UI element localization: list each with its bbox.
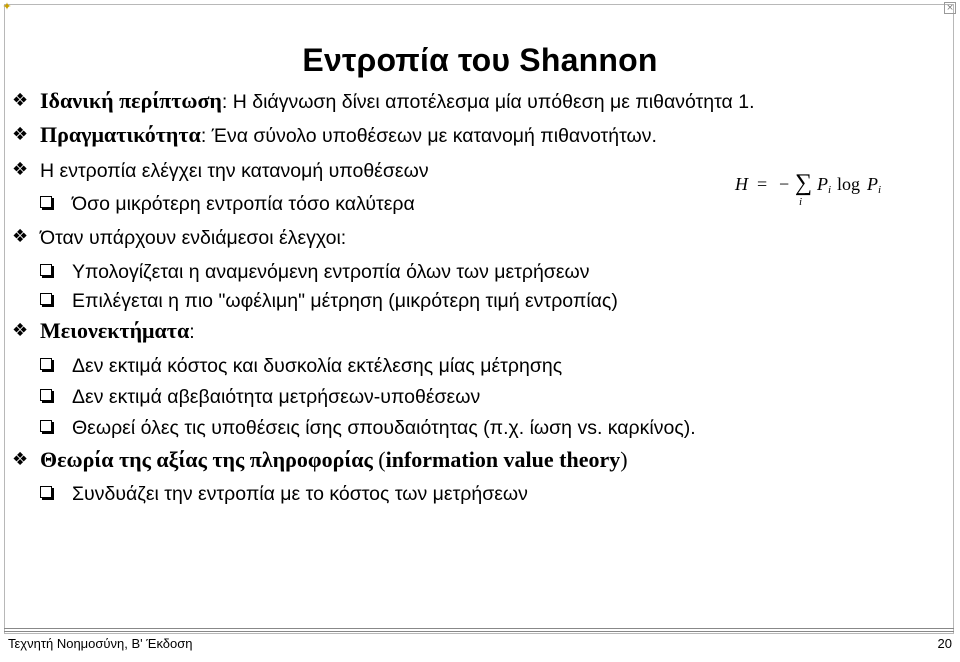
subbullet-line-combine [40, 480, 528, 507]
reality-text: : Ένα σύνολο υποθέσεων με κατανομή πιθανοτήτων. [200, 125, 657, 147]
checkbox-bullet-icon [40, 196, 58, 210]
value-theory-open-paren: ( [372, 447, 386, 472]
bullet-line-value-theory [12, 447, 628, 473]
footer-book-title: Τεχνητή Νοημοσύνη, Β' Έκδοση [8, 636, 193, 651]
checkbox-bullet-icon [40, 486, 58, 500]
formula-sum-index: i [799, 196, 803, 208]
page-number: 20 [937, 636, 952, 651]
bullet-line-intermediate [12, 224, 346, 251]
checkbox-bullet-icon [40, 420, 58, 434]
reality-label: Πραγματικότητα [40, 122, 201, 147]
intermediate-text: Όταν υπάρχουν ενδιάμεσοι έλεγχοι: [40, 227, 347, 249]
combine-text: Συνδυάζει την εντροπία με το κόστος των μετρήσεων [72, 483, 528, 505]
formula-sum: ∑ [795, 170, 813, 196]
checkbox-bullet-icon [40, 358, 58, 372]
footer-divider [4, 628, 954, 632]
disadvantages-colon: : [189, 321, 195, 343]
disadvantages-label: Μειονεκτήματα [40, 318, 190, 343]
entropy-text: Η εντροπία ελέγχει την κατανομή υποθέσεων [40, 160, 429, 182]
value-theory-label: Θεωρία της αξίας της πληροφορίας [40, 447, 373, 472]
less-entropy-text: Όσο μικρότερη εντροπία τόσο καλύτερα [72, 193, 415, 215]
bullet-line-entropy [12, 157, 429, 184]
ideal-case-label: Ιδανική περίπτωση [40, 88, 222, 113]
formula-p2-index: i [878, 184, 882, 196]
formula-log: log [837, 174, 861, 194]
formula-equals: = [757, 174, 768, 194]
entropy-formula [735, 172, 905, 212]
diamond-bullet-icon: ❖ [12, 449, 29, 470]
value-theory-close-paren: ) [620, 447, 628, 472]
ideal-case-text: : Η διάγνωση δίνει αποτέλεσμα μία υπόθεση με πιθανότητα 1. [221, 91, 755, 113]
formula-h: H [735, 174, 748, 194]
checkbox-bullet-icon [40, 389, 58, 403]
subbullet-line-cost [40, 352, 562, 379]
useful-measurement-text: Επιλέγεται η πιο "ωφέλιμη" μέτρηση (μικρότερη τιμή εντροπίας) [72, 290, 618, 312]
expected-entropy-text: Υπολογίζεται η αναμενόμενη εντροπία όλων των μετρήσεων [72, 261, 590, 283]
bullet-line-ideal-case [12, 88, 754, 115]
corner-marker-icon: ✦ [2, 0, 12, 13]
subbullet-line-importance [40, 414, 696, 441]
value-theory-english: information value theory [385, 447, 621, 472]
formula-p2: P [867, 174, 878, 194]
formula-p-index: i [828, 184, 832, 196]
window-close-icon[interactable]: × [944, 2, 956, 14]
cost-text: Δεν εκτιμά κόστος και δυσκολία εκτέλεσης μίας μέτρησης [72, 355, 563, 377]
diamond-bullet-icon: ❖ [12, 226, 29, 247]
subbullet-line-less-entropy [40, 190, 415, 217]
importance-text: Θεωρεί όλες τις υποθέσεις ίσης σπουδαιότητας (π.χ. ίωση vs. καρκίνος). [72, 417, 696, 439]
subbullet-line-uncertainty [40, 383, 480, 410]
checkbox-bullet-icon [40, 264, 58, 278]
subbullet-line-expected-entropy [40, 258, 590, 285]
bullet-line-reality [12, 122, 657, 149]
formula-p: P [817, 174, 828, 194]
bullet-line-disadvantages [12, 318, 195, 345]
diamond-bullet-icon: ❖ [12, 320, 29, 341]
diamond-bullet-icon: ❖ [12, 90, 29, 111]
diamond-bullet-icon: ❖ [12, 124, 29, 145]
subbullet-line-useful-measurement [40, 287, 618, 314]
checkbox-bullet-icon [40, 293, 58, 307]
diamond-bullet-icon: ❖ [12, 159, 29, 180]
formula-minus: − [779, 174, 790, 194]
page-title: Εντροπία του Shannon [302, 42, 658, 78]
uncertainty-text: Δεν εκτιμά αβεβαιότητα μετρήσεων-υποθέσεων [72, 386, 481, 408]
